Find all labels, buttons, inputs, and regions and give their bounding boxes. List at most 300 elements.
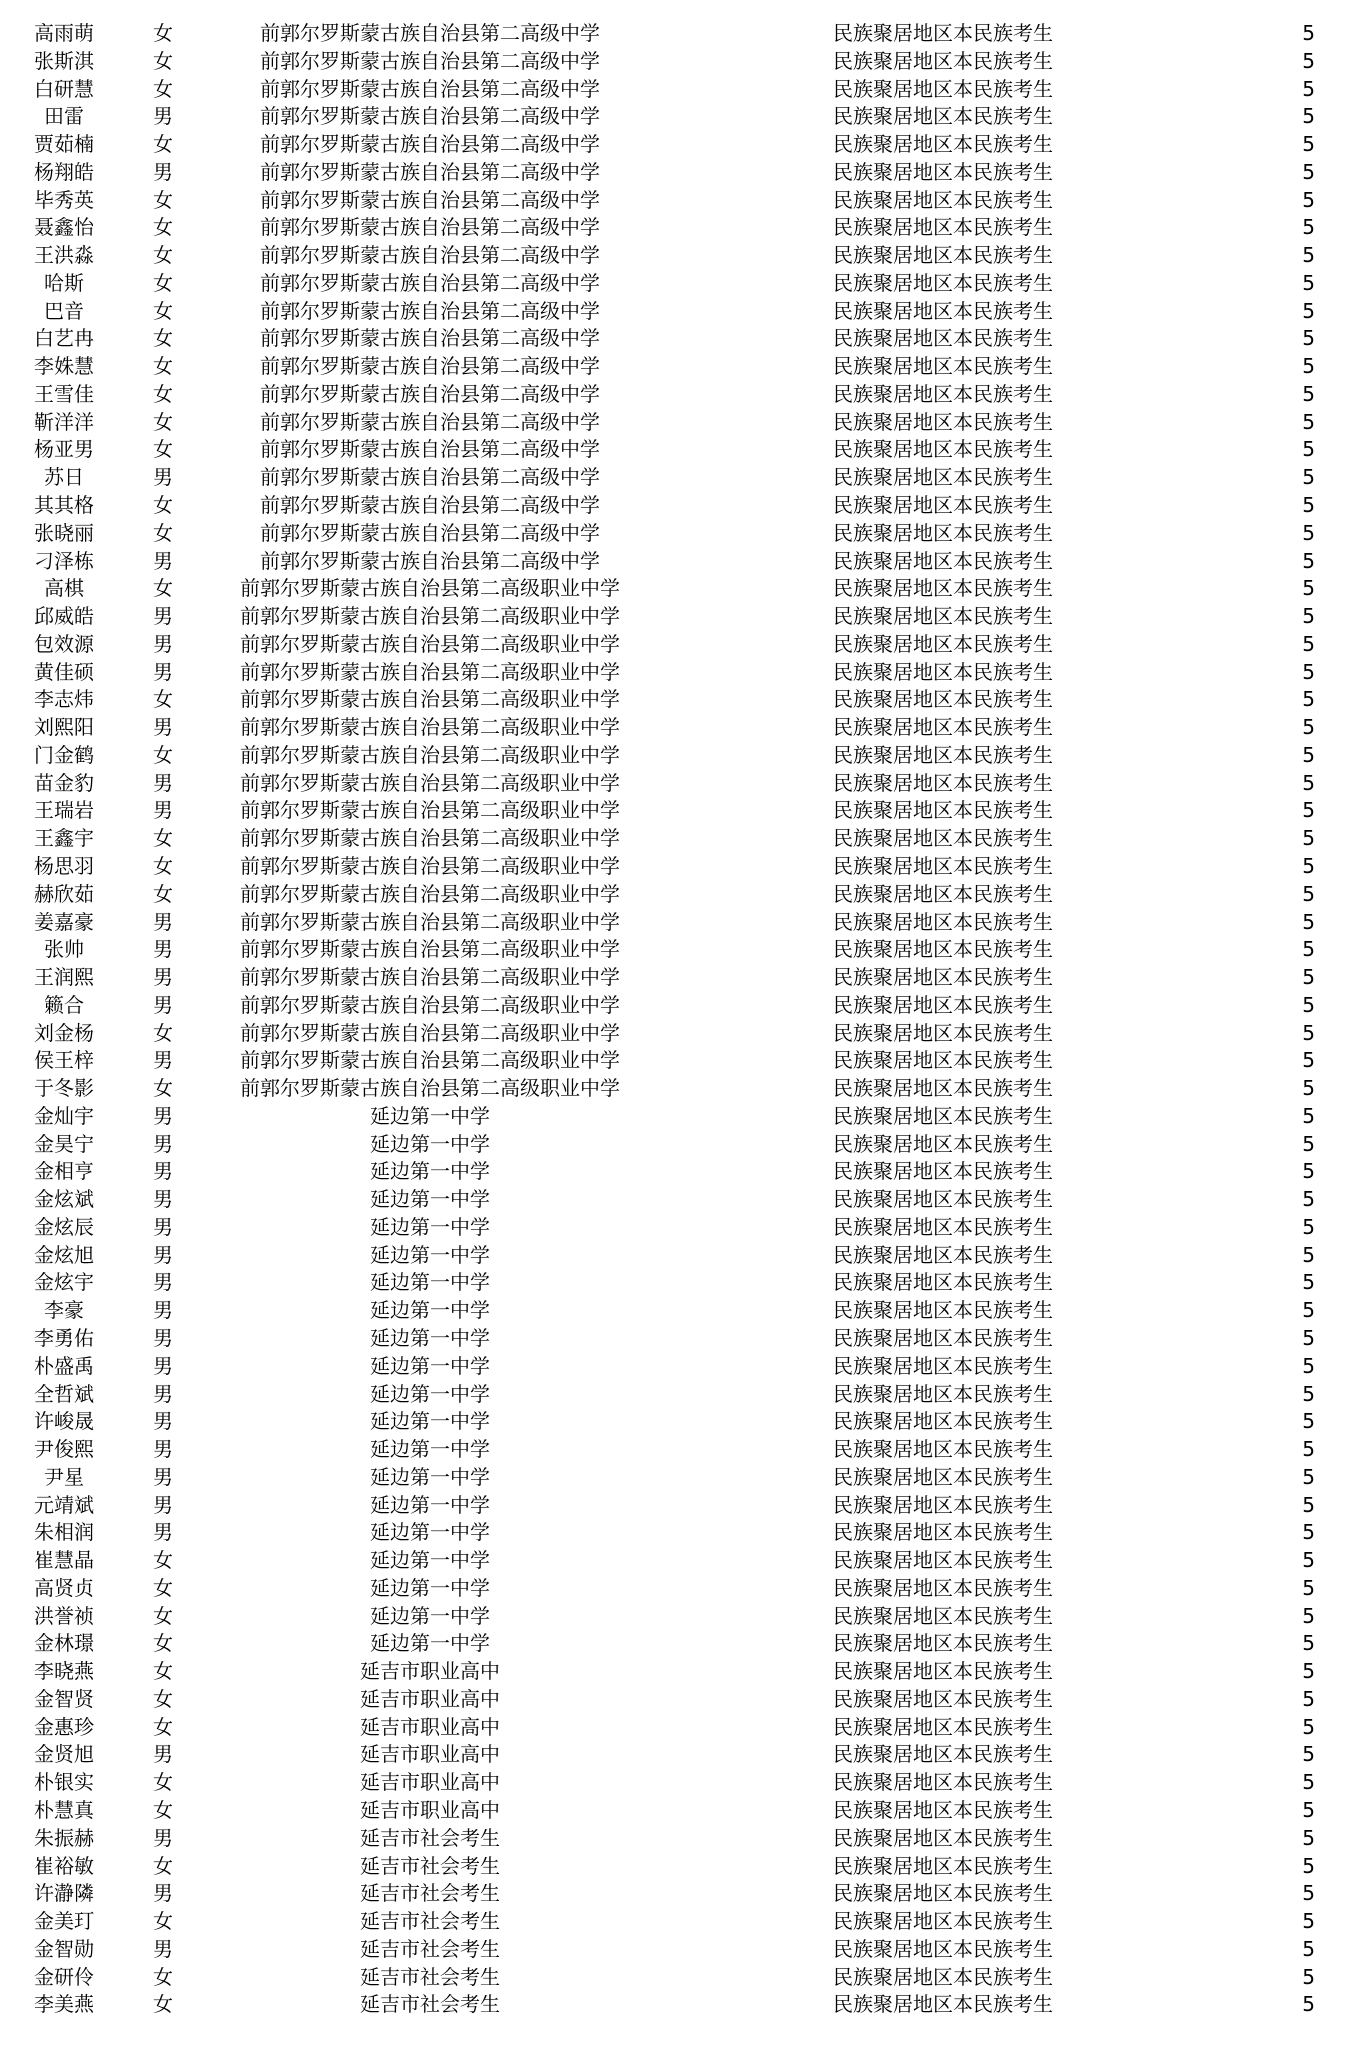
candidate-gender: 女 [153, 1853, 173, 1878]
table-row [0, 1492, 1367, 1520]
candidate-category: 民族聚居地区本民族考生 [833, 937, 1053, 962]
table-row [0, 1797, 1367, 1825]
table-row [0, 992, 1367, 1020]
table-row [0, 770, 1367, 798]
candidate-score: 5 [1302, 1714, 1315, 1739]
table-row [0, 1936, 1367, 1964]
table-row [0, 603, 1367, 631]
candidate-name: 李晓燕 [34, 1659, 94, 1684]
candidate-school: 前郭尔罗斯蒙古族自治县第二高级职业中学 [240, 742, 620, 767]
candidate-school: 前郭尔罗斯蒙古族自治县第二高级中学 [260, 21, 600, 45]
candidate-category: 民族聚居地区本民族考生 [833, 1520, 1053, 1545]
candidate-gender: 女 [153, 76, 173, 101]
candidate-score: 5 [1302, 1437, 1315, 1462]
table-row [0, 270, 1367, 298]
candidate-name: 李美燕 [34, 1992, 94, 2017]
candidate-gender: 女 [153, 132, 173, 157]
table-row [0, 825, 1367, 853]
candidate-school: 前郭尔罗斯蒙古族自治县第二高级职业中学 [240, 992, 620, 1017]
table-row [0, 1908, 1367, 1936]
candidate-gender: 男 [153, 909, 173, 934]
candidate-category: 民族聚居地区本民族考生 [833, 659, 1053, 684]
candidate-score: 5 [1302, 1992, 1315, 2017]
candidate-score: 5 [1302, 354, 1315, 379]
candidate-score: 5 [1302, 1853, 1315, 1878]
candidate-school: 前郭尔罗斯蒙古族自治县第二高级中学 [260, 354, 600, 379]
candidate-score: 5 [1302, 493, 1315, 518]
candidate-score: 5 [1302, 465, 1315, 490]
candidate-score: 5 [1302, 1159, 1315, 1184]
table-row [0, 1686, 1367, 1714]
candidate-category: 民族聚居地区本民族考生 [833, 243, 1053, 268]
candidate-school: 延边第一中学 [370, 1131, 490, 1156]
table-row [0, 797, 1367, 825]
candidate-school: 延边第一中学 [370, 1631, 490, 1656]
candidate-score: 5 [1302, 409, 1315, 434]
candidate-gender: 女 [153, 326, 173, 351]
candidate-score: 5 [1302, 992, 1315, 1017]
candidate-name: 张晓丽 [34, 520, 94, 545]
candidate-school: 延边第一中学 [370, 1214, 490, 1239]
candidate-school: 延边第一中学 [370, 1353, 490, 1378]
candidate-score: 5 [1302, 1492, 1315, 1517]
candidate-name: 刁泽栋 [34, 548, 94, 573]
candidate-gender: 女 [153, 1631, 173, 1656]
candidate-category: 民族聚居地区本民族考生 [833, 1214, 1053, 1239]
table-row [0, 1297, 1367, 1325]
candidate-category: 民族聚居地区本民族考生 [833, 1131, 1053, 1156]
candidate-name: 金智贤 [34, 1686, 94, 1711]
candidate-gender: 女 [153, 1659, 173, 1684]
candidate-name: 邱威皓 [34, 604, 94, 629]
candidate-score: 5 [1302, 548, 1315, 573]
candidate-gender: 男 [153, 1187, 173, 1212]
candidate-category: 民族聚居地区本民族考生 [833, 1103, 1053, 1128]
table-row [0, 1769, 1367, 1797]
candidate-school: 延边第一中学 [370, 1492, 490, 1517]
candidate-name: 金惠珍 [34, 1714, 94, 1739]
candidate-name: 籁合 [44, 992, 84, 1017]
candidate-gender: 女 [153, 1798, 173, 1822]
candidate-score: 5 [1302, 965, 1315, 990]
candidate-school: 延边第一中学 [370, 1548, 490, 1573]
candidate-category: 民族聚居地区本民族考生 [833, 215, 1053, 240]
candidate-category: 民族聚居地区本民族考生 [833, 326, 1053, 351]
candidate-gender: 男 [153, 1492, 173, 1517]
candidate-score: 5 [1302, 937, 1315, 962]
candidate-category: 民族聚居地区本民族考生 [833, 354, 1053, 379]
candidate-school: 前郭尔罗斯蒙古族自治县第二高级中学 [260, 409, 600, 434]
candidate-score: 5 [1302, 1325, 1315, 1350]
candidate-score: 5 [1302, 1520, 1315, 1545]
table-row [0, 1630, 1367, 1658]
candidate-school: 前郭尔罗斯蒙古族自治县第二高级中学 [260, 465, 600, 490]
candidate-name: 高棋 [44, 576, 84, 601]
candidate-gender: 男 [153, 1048, 173, 1073]
candidate-school: 前郭尔罗斯蒙古族自治县第二高级职业中学 [240, 604, 620, 629]
candidate-gender: 男 [153, 1464, 173, 1489]
candidate-name: 尹俊熙 [34, 1437, 94, 1462]
table-row [0, 1242, 1367, 1270]
candidate-school: 延吉市职业高中 [360, 1742, 500, 1767]
candidate-school: 延边第一中学 [370, 1298, 490, 1323]
candidate-school: 前郭尔罗斯蒙古族自治县第二高级职业中学 [240, 1076, 620, 1101]
candidate-category: 民族聚居地区本民族考生 [833, 965, 1053, 990]
candidate-name: 尹星 [44, 1464, 84, 1489]
table-row [0, 1131, 1367, 1159]
candidate-score: 5 [1302, 1076, 1315, 1101]
candidate-name: 金林璟 [34, 1631, 94, 1656]
candidate-name: 金炫斌 [34, 1187, 94, 1212]
candidate-category: 民族聚居地区本民族考生 [833, 104, 1053, 129]
candidate-school: 前郭尔罗斯蒙古族自治县第二高级中学 [260, 104, 600, 129]
candidate-school: 前郭尔罗斯蒙古族自治县第二高级中学 [260, 548, 600, 573]
candidate-name: 李勇佑 [34, 1325, 94, 1350]
candidate-name: 金炫辰 [34, 1214, 94, 1239]
candidate-name: 哈斯 [44, 270, 84, 295]
candidate-name: 李志炜 [34, 687, 94, 712]
candidate-name: 门金鹤 [34, 742, 94, 767]
candidate-gender: 女 [153, 826, 173, 851]
table-row [0, 1381, 1367, 1409]
candidate-gender: 女 [153, 1964, 173, 1989]
candidate-name: 朴慧真 [34, 1798, 94, 1822]
table-row [0, 1325, 1367, 1353]
candidate-name: 聂鑫怡 [34, 215, 94, 240]
candidate-gender: 男 [153, 965, 173, 990]
candidate-score: 5 [1302, 298, 1315, 323]
candidate-school: 延吉市职业高中 [360, 1798, 500, 1822]
table-row [0, 1991, 1367, 2019]
candidate-school: 延吉市社会考生 [360, 1964, 500, 1989]
candidate-name: 张斯淇 [34, 48, 94, 73]
candidate-score: 5 [1302, 1659, 1315, 1684]
candidate-gender: 男 [153, 1881, 173, 1906]
candidate-gender: 女 [153, 493, 173, 518]
candidate-school: 延吉市社会考生 [360, 1909, 500, 1934]
candidate-gender: 女 [153, 187, 173, 212]
table-row [0, 492, 1367, 520]
candidate-score: 5 [1302, 1798, 1315, 1822]
candidate-gender: 女 [153, 1992, 173, 2017]
candidate-score: 5 [1302, 798, 1315, 823]
table-row [0, 853, 1367, 881]
candidate-category: 民族聚居地区本民族考生 [833, 1631, 1053, 1656]
candidate-category: 民族聚居地区本民族考生 [833, 1936, 1053, 1961]
table-row [0, 131, 1367, 159]
candidate-category: 民族聚居地区本民族考生 [833, 1409, 1053, 1434]
candidate-score: 5 [1302, 604, 1315, 629]
candidate-score: 5 [1302, 1187, 1315, 1212]
candidate-score: 5 [1302, 715, 1315, 740]
candidate-gender: 女 [153, 1076, 173, 1101]
candidate-school: 延边第一中学 [370, 1520, 490, 1545]
candidate-category: 民族聚居地区本民族考生 [833, 298, 1053, 323]
candidate-gender: 男 [153, 159, 173, 184]
candidate-score: 5 [1302, 437, 1315, 462]
table-row [0, 409, 1367, 437]
candidate-gender: 女 [153, 215, 173, 240]
candidate-name: 许峻晟 [34, 1409, 94, 1434]
candidate-gender: 男 [153, 1409, 173, 1434]
table-row [0, 909, 1367, 937]
table-row [0, 881, 1367, 909]
candidate-name: 靳洋洋 [34, 409, 94, 434]
candidate-score: 5 [1302, 326, 1315, 351]
candidate-school: 前郭尔罗斯蒙古族自治县第二高级职业中学 [240, 881, 620, 906]
candidate-gender: 男 [153, 1298, 173, 1323]
candidate-school: 延吉市职业高中 [360, 1686, 500, 1711]
candidate-score: 5 [1302, 1298, 1315, 1323]
candidate-category: 民族聚居地区本民族考生 [833, 1909, 1053, 1934]
table-row [0, 353, 1367, 381]
candidate-school: 前郭尔罗斯蒙古族自治县第二高级中学 [260, 215, 600, 240]
candidate-score: 5 [1302, 631, 1315, 656]
candidate-name: 洪誉祯 [34, 1603, 94, 1628]
candidate-gender: 男 [153, 1242, 173, 1267]
candidate-gender: 男 [153, 604, 173, 629]
candidate-category: 民族聚居地区本民族考生 [833, 742, 1053, 767]
candidate-category: 民族聚居地区本民族考生 [833, 21, 1053, 45]
candidate-name: 崔慧晶 [34, 1548, 94, 1573]
candidate-school: 前郭尔罗斯蒙古族自治县第二高级中学 [260, 298, 600, 323]
candidate-school: 前郭尔罗斯蒙古族自治县第二高级中学 [260, 520, 600, 545]
candidate-score: 5 [1302, 104, 1315, 129]
candidate-school: 延边第一中学 [370, 1381, 490, 1406]
candidate-school: 前郭尔罗斯蒙古族自治县第二高级职业中学 [240, 1048, 620, 1073]
candidate-score: 5 [1302, 742, 1315, 767]
table-row [0, 1741, 1367, 1769]
candidate-name: 金炫宇 [34, 1270, 94, 1295]
candidate-score: 5 [1302, 243, 1315, 268]
table-row [0, 575, 1367, 603]
candidate-gender: 女 [153, 437, 173, 462]
candidate-name: 姜嘉豪 [34, 909, 94, 934]
candidate-school: 延吉市职业高中 [360, 1770, 500, 1795]
candidate-name: 金贤旭 [34, 1742, 94, 1767]
candidate-name: 金研伶 [34, 1964, 94, 1989]
candidate-category: 民族聚居地区本民族考生 [833, 132, 1053, 157]
candidate-name: 张帅 [44, 937, 84, 962]
candidate-gender: 男 [153, 1159, 173, 1184]
table-row [0, 964, 1367, 992]
candidate-school: 延边第一中学 [370, 1437, 490, 1462]
candidate-gender: 女 [153, 1548, 173, 1573]
candidate-score: 5 [1302, 576, 1315, 601]
candidate-category: 民族聚居地区本民族考生 [833, 604, 1053, 629]
candidate-category: 民族聚居地区本民族考生 [833, 1159, 1053, 1184]
candidate-school: 前郭尔罗斯蒙古族自治县第二高级职业中学 [240, 715, 620, 740]
candidate-score: 5 [1302, 159, 1315, 184]
candidate-score: 5 [1302, 1242, 1315, 1267]
candidate-name: 王鑫宇 [34, 826, 94, 851]
candidate-school: 前郭尔罗斯蒙古族自治县第二高级职业中学 [240, 576, 620, 601]
candidate-name: 苏日 [44, 465, 84, 490]
candidate-score: 5 [1302, 1686, 1315, 1711]
candidate-school: 前郭尔罗斯蒙古族自治县第二高级中学 [260, 159, 600, 184]
candidate-gender: 男 [153, 659, 173, 684]
candidate-school: 前郭尔罗斯蒙古族自治县第二高级中学 [260, 76, 600, 101]
candidate-category: 民族聚居地区本民族考生 [833, 631, 1053, 656]
candidate-school: 前郭尔罗斯蒙古族自治县第二高级职业中学 [240, 965, 620, 990]
table-row [0, 1158, 1367, 1186]
candidate-name: 包效源 [34, 631, 94, 656]
candidate-score: 5 [1302, 1048, 1315, 1073]
candidate-score: 5 [1302, 1103, 1315, 1128]
candidate-score: 5 [1302, 1381, 1315, 1406]
candidate-category: 民族聚居地区本民族考生 [833, 1548, 1053, 1573]
candidate-name: 朴银实 [34, 1770, 94, 1795]
table-row [0, 1186, 1367, 1214]
candidate-category: 民族聚居地区本民族考生 [833, 1686, 1053, 1711]
candidate-category: 民族聚居地区本民族考生 [833, 1575, 1053, 1600]
candidate-score: 5 [1302, 76, 1315, 101]
candidate-name: 高雨萌 [34, 21, 94, 45]
candidate-category: 民族聚居地区本民族考生 [833, 798, 1053, 823]
candidate-school: 延边第一中学 [370, 1242, 490, 1267]
candidate-score: 5 [1302, 381, 1315, 406]
candidate-score: 5 [1302, 1742, 1315, 1767]
candidate-category: 民族聚居地区本民族考生 [833, 1659, 1053, 1684]
candidate-gender: 女 [153, 1714, 173, 1739]
candidate-school: 前郭尔罗斯蒙古族自治县第二高级中学 [260, 437, 600, 462]
candidate-category: 民族聚居地区本民族考生 [833, 381, 1053, 406]
candidate-name: 贾茹楠 [34, 132, 94, 157]
candidate-gender: 女 [153, 48, 173, 73]
candidate-score: 5 [1302, 1575, 1315, 1600]
candidate-gender: 女 [153, 354, 173, 379]
table-row [0, 1714, 1367, 1742]
candidate-score: 5 [1302, 1214, 1315, 1239]
table-row [0, 1075, 1367, 1103]
candidate-gender: 男 [153, 1742, 173, 1767]
table-row [0, 1575, 1367, 1603]
candidate-score: 5 [1302, 1936, 1315, 1961]
candidate-gender: 男 [153, 1825, 173, 1850]
candidate-gender: 男 [153, 1214, 173, 1239]
candidate-category: 民族聚居地区本民族考生 [833, 1492, 1053, 1517]
candidate-category: 民族聚居地区本民族考生 [833, 1464, 1053, 1489]
candidate-name: 高贤贞 [34, 1575, 94, 1600]
candidate-school: 延边第一中学 [370, 1464, 490, 1489]
candidate-school: 前郭尔罗斯蒙古族自治县第二高级职业中学 [240, 937, 620, 962]
table-row [0, 1880, 1367, 1908]
candidate-score: 5 [1302, 826, 1315, 851]
table-row [0, 103, 1367, 131]
candidate-name: 杨思羽 [34, 853, 94, 878]
candidate-school: 延吉市社会考生 [360, 1992, 500, 2017]
candidate-gender: 男 [153, 465, 173, 490]
candidate-gender: 女 [153, 520, 173, 545]
candidate-score: 5 [1302, 659, 1315, 684]
candidate-gender: 女 [153, 576, 173, 601]
candidate-gender: 女 [153, 1909, 173, 1934]
table-row [0, 1436, 1367, 1464]
candidate-school: 延吉市社会考生 [360, 1825, 500, 1850]
candidate-list [0, 20, 1367, 2019]
candidate-name: 田雷 [44, 104, 84, 129]
table-row [0, 936, 1367, 964]
table-row [0, 242, 1367, 270]
candidate-score: 5 [1302, 1464, 1315, 1489]
candidate-score: 5 [1302, 1631, 1315, 1656]
candidate-gender: 女 [153, 1575, 173, 1600]
candidate-name: 李豪 [44, 1298, 84, 1323]
candidate-school: 前郭尔罗斯蒙古族自治县第二高级中学 [260, 493, 600, 518]
table-row [0, 631, 1367, 659]
candidate-score: 5 [1302, 1353, 1315, 1378]
candidate-school: 前郭尔罗斯蒙古族自治县第二高级中学 [260, 243, 600, 268]
candidate-gender: 女 [153, 409, 173, 434]
table-row [0, 1020, 1367, 1048]
candidate-score: 5 [1302, 1409, 1315, 1434]
candidate-school: 延边第一中学 [370, 1270, 490, 1295]
candidate-category: 民族聚居地区本民族考生 [833, 1437, 1053, 1462]
candidate-category: 民族聚居地区本民族考生 [833, 1881, 1053, 1906]
candidate-name: 于冬影 [34, 1076, 94, 1101]
candidate-score: 5 [1302, 1909, 1315, 1934]
candidate-gender: 男 [153, 1381, 173, 1406]
table-row [0, 1825, 1367, 1853]
candidate-name: 白研慧 [34, 76, 94, 101]
candidate-name: 朱振赫 [34, 1825, 94, 1850]
candidate-category: 民族聚居地区本民族考生 [833, 1048, 1053, 1073]
table-row [0, 1047, 1367, 1075]
candidate-name: 杨亚男 [34, 437, 94, 462]
candidate-gender: 男 [153, 1353, 173, 1378]
candidate-category: 民族聚居地区本民族考生 [833, 1242, 1053, 1267]
candidate-name: 王瑞岩 [34, 798, 94, 823]
candidate-school: 延边第一中学 [370, 1575, 490, 1600]
candidate-name: 刘金杨 [34, 1020, 94, 1045]
table-row [0, 20, 1367, 48]
candidate-school: 延吉市社会考生 [360, 1853, 500, 1878]
candidate-school: 前郭尔罗斯蒙古族自治县第二高级职业中学 [240, 909, 620, 934]
candidate-score: 5 [1302, 1770, 1315, 1795]
candidate-category: 民族聚居地区本民族考生 [833, 1770, 1053, 1795]
candidate-gender: 女 [153, 1686, 173, 1711]
candidate-name: 金炫旭 [34, 1242, 94, 1267]
candidate-category: 民族聚居地区本民族考生 [833, 493, 1053, 518]
candidate-school: 前郭尔罗斯蒙古族自治县第二高级职业中学 [240, 687, 620, 712]
candidate-category: 民族聚居地区本民族考生 [833, 1798, 1053, 1822]
candidate-school: 前郭尔罗斯蒙古族自治县第二高级职业中学 [240, 631, 620, 656]
candidate-gender: 女 [153, 243, 173, 268]
candidate-category: 民族聚居地区本民族考生 [833, 76, 1053, 101]
candidate-school: 前郭尔罗斯蒙古族自治县第二高级中学 [260, 326, 600, 351]
candidate-school: 前郭尔罗斯蒙古族自治县第二高级职业中学 [240, 798, 620, 823]
candidate-category: 民族聚居地区本民族考生 [833, 1325, 1053, 1350]
table-row [0, 381, 1367, 409]
table-row [0, 1464, 1367, 1492]
candidate-category: 民族聚居地区本民族考生 [833, 520, 1053, 545]
candidate-gender: 男 [153, 1131, 173, 1156]
candidate-score: 5 [1302, 909, 1315, 934]
candidate-category: 民族聚居地区本民族考生 [833, 1353, 1053, 1378]
candidate-score: 5 [1302, 215, 1315, 240]
candidate-score: 5 [1302, 520, 1315, 545]
candidate-category: 民族聚居地区本民族考生 [833, 1381, 1053, 1406]
candidate-name: 李姝慧 [34, 354, 94, 379]
candidate-gender: 女 [153, 1770, 173, 1795]
candidate-school: 前郭尔罗斯蒙古族自治县第二高级职业中学 [240, 770, 620, 795]
table-row [0, 1214, 1367, 1242]
candidate-category: 民族聚居地区本民族考生 [833, 1992, 1053, 2017]
candidate-score: 5 [1302, 132, 1315, 157]
candidate-name: 王润熙 [34, 965, 94, 990]
candidate-gender: 男 [153, 992, 173, 1017]
table-row [0, 714, 1367, 742]
